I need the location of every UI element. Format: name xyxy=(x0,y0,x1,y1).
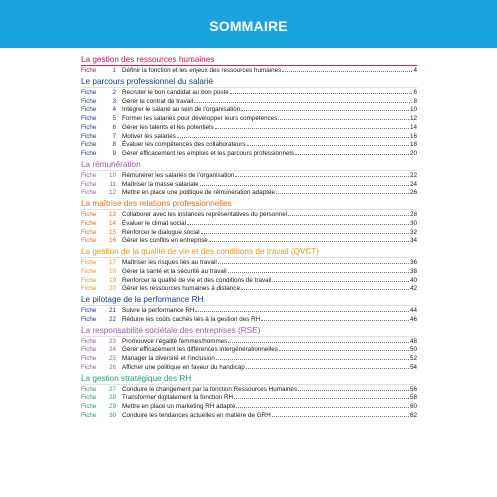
toc-section xyxy=(81,246,417,294)
toc-entry[interactable] xyxy=(81,412,417,421)
entry-title: Collaborer avec les instances représentatives du personnel xyxy=(122,211,288,218)
page-number: 62 xyxy=(409,411,417,419)
fiche-label: Fiche xyxy=(81,355,97,362)
fiche-number: 17 xyxy=(108,259,116,266)
fiche-number: 29 xyxy=(108,403,116,410)
toc-entry[interactable] xyxy=(81,355,417,364)
dot-leader xyxy=(218,263,409,264)
toc-entry[interactable] xyxy=(81,115,417,124)
entry-title: Afficher une politique en faveur du handicap xyxy=(122,363,245,371)
fiche-label: Fiche xyxy=(81,106,97,114)
fiche-label: Fiche xyxy=(81,88,97,96)
fiche-label: Fiche xyxy=(81,267,97,275)
dot-leader xyxy=(228,342,409,343)
fiche-number: 28 xyxy=(108,394,116,402)
fiche-label: Fiche xyxy=(81,123,97,131)
section-title: La maîtrise des relations professionnelles xyxy=(81,198,417,210)
page-number: 30 xyxy=(409,219,417,227)
toc-entry[interactable] xyxy=(81,364,417,373)
dot-leader xyxy=(278,119,409,120)
page-number: 14 xyxy=(409,123,417,131)
page-number: 58 xyxy=(409,394,417,402)
toc-entry[interactable] xyxy=(81,133,417,142)
fiche-label: Fiche xyxy=(81,115,97,122)
fiche-number: 2 xyxy=(112,88,116,96)
toc-entry[interactable] xyxy=(81,386,417,395)
page-number: 40 xyxy=(409,276,417,284)
toc-entry[interactable] xyxy=(81,181,417,190)
dot-leader xyxy=(261,320,409,321)
dot-leader xyxy=(272,416,409,417)
fiche-label: Fiche xyxy=(81,337,97,345)
page-number: 36 xyxy=(409,259,417,266)
section-title: Le pilotage de la performance RH xyxy=(81,294,417,306)
page-number: 60 xyxy=(409,403,417,410)
dot-leader xyxy=(216,359,409,360)
entry-title: Gérer le contrat de travail xyxy=(122,97,194,105)
entry-title: Mettre en place un marketing RH adapté xyxy=(122,403,236,410)
dot-leader xyxy=(234,398,409,399)
fiche-number: 26 xyxy=(108,363,116,371)
fiche-number: 12 xyxy=(108,189,116,197)
page-number: 28 xyxy=(409,211,417,218)
toc-entry[interactable] xyxy=(81,403,417,412)
page-number: 18 xyxy=(409,141,417,149)
fiche-number: 27 xyxy=(108,385,116,393)
entry-title: Conduire le changement par la fonction Ressources Humaines xyxy=(122,385,298,393)
toc-entry[interactable] xyxy=(81,89,417,98)
fiche-label: Fiche xyxy=(81,132,97,140)
dot-leader xyxy=(187,224,409,225)
fiche-label: Fiche xyxy=(81,237,97,245)
toc-entry[interactable] xyxy=(81,394,417,403)
entry-title: Recruter le bon candidat au bon poste xyxy=(122,88,229,96)
fiche-number: 30 xyxy=(108,411,116,419)
entry-title: Conduire les tendances actuelles en matière de GRH xyxy=(122,411,271,419)
toc-entry[interactable] xyxy=(81,106,417,115)
toc-section xyxy=(81,76,417,159)
fiche-number: 16 xyxy=(108,237,116,245)
entry-title: Gérer la santé et la sécurité au travail xyxy=(122,267,227,275)
fiche-label: Fiche xyxy=(81,67,97,74)
dot-leader xyxy=(201,233,409,234)
toc-entry[interactable] xyxy=(81,268,417,277)
page-title: SOMMAIRE xyxy=(209,18,288,34)
fiche-number: 13 xyxy=(108,211,116,218)
toc-entry[interactable] xyxy=(81,237,417,246)
toc-entry[interactable] xyxy=(81,259,417,268)
dot-leader xyxy=(236,407,409,408)
entry-title: Maîtriser la masse salariale xyxy=(122,180,199,188)
fiche-label: Fiche xyxy=(81,394,97,402)
page-number: 42 xyxy=(409,285,417,293)
dot-leader xyxy=(200,185,409,186)
toc-section xyxy=(81,54,417,76)
page-number: 26 xyxy=(409,189,417,197)
toc-entry[interactable] xyxy=(81,346,417,355)
page-number: 24 xyxy=(409,180,417,188)
entry-title: Renforcer la qualité de vie et des conditions de travail xyxy=(122,276,272,284)
toc-entry[interactable] xyxy=(81,338,417,347)
entry-title: Renforcer le dialogue social xyxy=(122,228,200,236)
table-of-contents xyxy=(81,54,417,421)
page-number: 8 xyxy=(413,97,417,105)
dot-leader xyxy=(298,390,409,391)
fiche-number: 1 xyxy=(112,67,116,74)
dot-leader xyxy=(230,93,413,94)
page-number: 52 xyxy=(409,355,417,362)
entry-title: Maîtriser les risques liés au travail xyxy=(122,259,217,266)
page-number: 20 xyxy=(409,150,417,157)
fiche-number: 15 xyxy=(108,228,116,236)
toc-entry[interactable] xyxy=(81,67,417,76)
dot-leader xyxy=(276,193,409,194)
entry-title: Gérer efficacement les différences intergénérationnelles xyxy=(122,346,278,354)
fiche-number: 11 xyxy=(109,180,116,188)
entry-title: Manager la diversité et l’inclusion xyxy=(122,355,215,362)
section-title: La responsabilité sociétale des entreprises (RSE) xyxy=(81,325,417,337)
entry-title: Motiver les salariés xyxy=(122,132,176,140)
dot-leader xyxy=(235,176,409,177)
entry-title: Gérer les talents et les potentiels xyxy=(122,123,214,131)
fiche-number: 3 xyxy=(112,97,116,105)
toc-entry[interactable] xyxy=(81,141,417,150)
dot-leader xyxy=(295,154,409,155)
fiche-label: Fiche xyxy=(81,276,97,284)
fiche-number: 22 xyxy=(108,315,116,323)
fiche-number: 10 xyxy=(108,171,116,179)
page-number: 46 xyxy=(409,315,417,323)
fiche-label: Fiche xyxy=(81,228,97,236)
page-number: 54 xyxy=(409,363,417,371)
fiche-label: Fiche xyxy=(81,211,97,218)
fiche-label: Fiche xyxy=(81,219,97,227)
dot-leader xyxy=(288,215,409,216)
fiche-number: 4 xyxy=(112,106,116,114)
entry-title: Réduire les coûts cachés liés à la gestion des RH xyxy=(122,315,261,323)
section-title: La gestion des ressources humaines xyxy=(81,54,417,66)
dot-leader xyxy=(177,137,409,138)
toc-entry[interactable] xyxy=(81,98,417,107)
toc-entry[interactable] xyxy=(81,211,417,220)
entry-title: Mettre en place une politique de rémunération adaptée xyxy=(122,189,275,197)
fiche-label: Fiche xyxy=(81,180,97,188)
fiche-number: 9 xyxy=(112,150,116,157)
toc-entry[interactable] xyxy=(81,172,417,181)
dot-leader xyxy=(282,71,412,72)
dot-leader xyxy=(215,128,409,129)
page-number: 48 xyxy=(409,337,417,345)
entry-title: Évaluer le climat social xyxy=(122,219,187,227)
fiche-number: 25 xyxy=(108,355,116,362)
fiche-number: 19 xyxy=(108,276,116,284)
entry-title: Définir la fonction et les enjeux des ressources humaines xyxy=(122,67,282,74)
fiche-label: Fiche xyxy=(81,403,97,410)
page-number: 50 xyxy=(409,346,417,354)
entry-title: Intégrer le salarié au sein de l’organisation xyxy=(122,106,241,114)
fiche-number: 20 xyxy=(108,285,116,293)
section-title: La rémunération xyxy=(81,159,417,171)
fiche-label: Fiche xyxy=(81,259,97,266)
page-number: 10 xyxy=(409,106,417,114)
fiche-label: Fiche xyxy=(81,141,97,149)
entry-title: Suivre la performance RH xyxy=(122,307,195,314)
page-number: 12 xyxy=(409,115,417,122)
fiche-number: 8 xyxy=(112,141,116,149)
fiche-number: 23 xyxy=(108,337,116,345)
toc-entry[interactable] xyxy=(81,220,417,229)
toc-section xyxy=(81,198,417,246)
dot-leader xyxy=(246,368,409,369)
fiche-label: Fiche xyxy=(81,363,97,371)
dot-leader xyxy=(241,289,409,290)
fiche-label: Fiche xyxy=(81,315,97,323)
entry-title: Gérer efficacement les emplois et les parcours professionnels xyxy=(122,150,295,157)
page-number: 22 xyxy=(409,171,417,179)
toc-entry[interactable] xyxy=(81,285,417,294)
toc-entry[interactable] xyxy=(81,229,417,238)
entry-title: Former les salariés pour développer leurs compétences xyxy=(122,115,278,122)
entry-title: Gérer les ressources humaines à distance xyxy=(122,285,240,293)
entry-title: Rémunérer les salariés de l’organisation xyxy=(122,171,235,179)
page-number: 6 xyxy=(413,88,417,96)
fiche-label: Fiche xyxy=(81,385,97,393)
fiche-number: 18 xyxy=(108,267,116,275)
fiche-number: 7 xyxy=(112,132,116,140)
page-number: 56 xyxy=(409,385,417,393)
toc-entry[interactable] xyxy=(81,277,417,286)
fiche-label: Fiche xyxy=(81,171,97,179)
dot-leader xyxy=(272,281,409,282)
toc-section xyxy=(81,294,417,325)
fiche-label: Fiche xyxy=(81,307,97,314)
toc-entry[interactable] xyxy=(81,150,417,159)
dot-leader xyxy=(228,272,409,273)
toc-entry[interactable] xyxy=(81,307,417,316)
page-number: 32 xyxy=(409,228,417,236)
fiche-label: Fiche xyxy=(81,150,97,157)
entry-title: Gérer les conflits en entreprise xyxy=(122,237,208,245)
fiche-number: 5 xyxy=(112,115,116,122)
toc-entry[interactable] xyxy=(81,124,417,133)
section-title: La gestion de la qualité de vie et des conditions de travail (QVCT) xyxy=(81,246,417,258)
fiche-label: Fiche xyxy=(81,411,97,419)
section-title: Le parcours professionnel du salarié xyxy=(81,76,417,88)
page-number: 16 xyxy=(409,132,417,140)
dot-leader xyxy=(247,145,409,146)
entry-title: Évaluer les compétences des collaborateurs xyxy=(122,141,246,149)
entry-title: Promouvoir l’égalité femmes/hommes xyxy=(122,337,228,345)
page-number: 4 xyxy=(413,67,417,74)
fiche-number: 6 xyxy=(112,123,116,131)
fiche-label: Fiche xyxy=(81,189,97,197)
entry-title: Transformer digitalement la fonction RH xyxy=(122,394,234,402)
page-number: 44 xyxy=(409,307,417,314)
fiche-label: Fiche xyxy=(81,97,97,105)
toc-entry[interactable] xyxy=(81,189,417,198)
header-banner xyxy=(0,0,497,48)
fiche-number: 24 xyxy=(108,346,116,354)
page-number: 38 xyxy=(409,267,417,275)
toc-section xyxy=(81,159,417,198)
dot-leader xyxy=(279,350,409,351)
fiche-label: Fiche xyxy=(81,346,97,354)
section-title: La gestion stratégique des RH xyxy=(81,373,417,385)
toc-entry[interactable] xyxy=(81,316,417,325)
toc-section xyxy=(81,325,417,373)
page-number: 34 xyxy=(409,237,417,245)
dot-leader xyxy=(194,102,412,103)
fiche-number: 21 xyxy=(108,307,116,314)
dot-leader xyxy=(195,311,409,312)
toc-section xyxy=(81,373,417,421)
dot-leader xyxy=(209,241,409,242)
fiche-number: 14 xyxy=(108,219,116,227)
fiche-label: Fiche xyxy=(81,285,97,293)
dot-leader xyxy=(241,110,409,111)
